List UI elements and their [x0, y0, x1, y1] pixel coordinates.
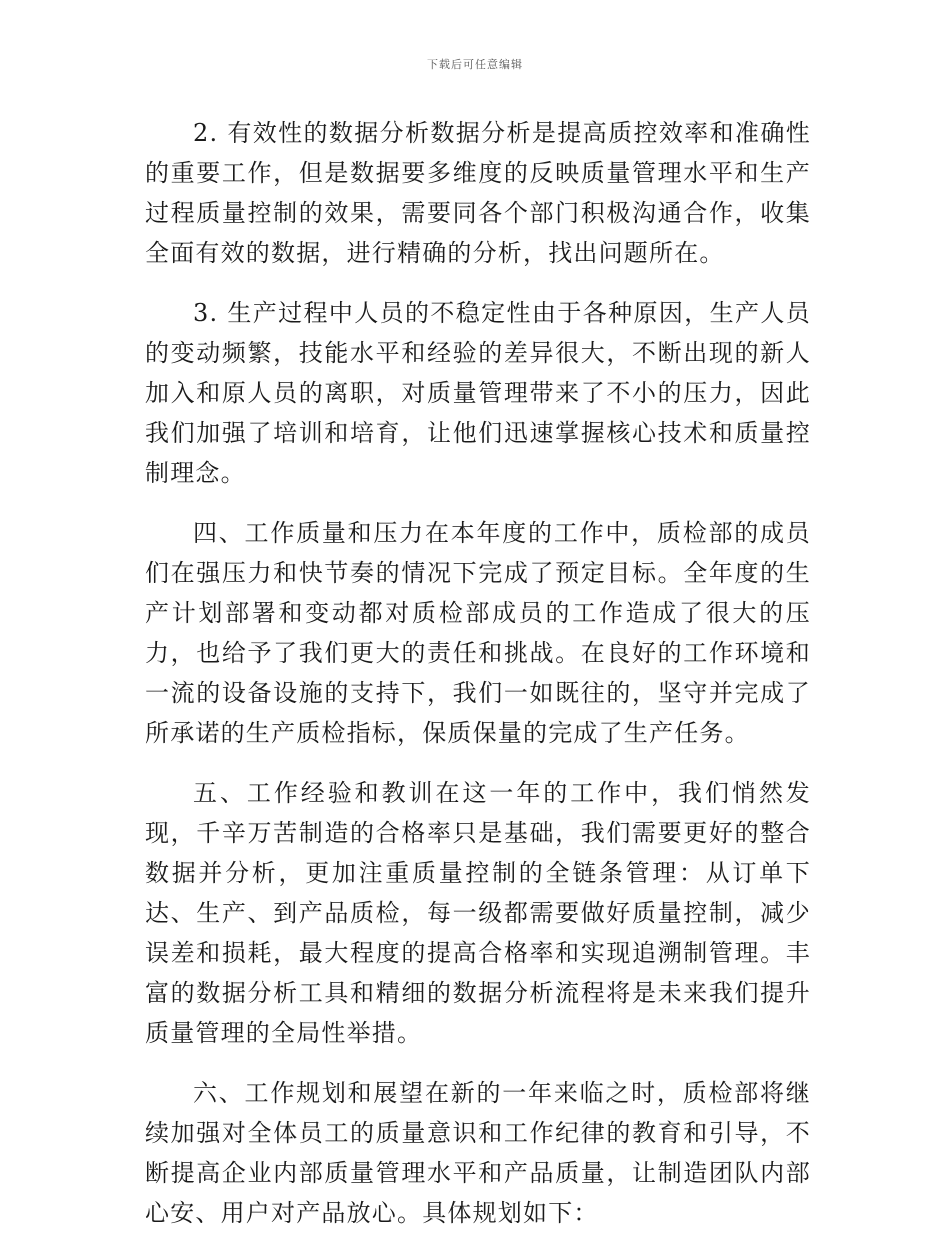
paragraph-work-quality-pressure: 四、工作质量和压力在本年度的工作中，质检部的成员们在强压力和快节奏的情况下完成了预定目标。全年度的生产计划部署和变动都对质检部成员的工作造成了很大的压力，也给予了我们更大的责任和挑战。在良好的工作环境和一流的设备设施的支持下，我们一如既往的，坚守并完成了所承诺的生产质检指标，保质保量的完成了生产任务。 — [145, 519, 811, 747]
paragraph-staff-instability: 3. 生产过程中人员的不稳定性由于各种原因，生产人员的变动频繁，技能水平和经验的差异很大，不断出现的新人加入和原人员的离职，对质量管理带来了不小的压力，因此我们加强了培训和培育，让他们迅速掌握核心技术和质量控制理念。 — [145, 299, 811, 487]
paragraph-planning-outlook: 六、工作规划和展望在新的一年来临之时，质检部将继续加强对全体员工的质量意识和工作纪律的教育和引导，不断提高企业内部质量管理水平和产品质量，让制造团队内部心安、用户对产品放心。具体规划如下： — [145, 1079, 811, 1227]
document-body — [145, 113, 811, 1253]
paragraph-data-analysis: 2. 有效性的数据分析数据分析是提高质控效率和准确性的重要工作，但是数据要多维度的反映质量管理水平和生产过程质量控制的效果，需要同各个部门积极沟通合作，收集全面有效的数据，进行精确的分析，找出问题所在。 — [145, 119, 811, 267]
page-header: 下载后可任意编辑 — [427, 58, 523, 71]
paragraph-experience-lessons: 五、工作经验和教训在这一年的工作中，我们悄然发现，千辛万苦制造的合格率只是基础，我们需要更好的整合数据并分析，更加注重质量控制的全链条管理：从订单下达、生产、到产品质检，每一级都需要做好质量控制，减少误差和损耗，最大程度的提高合格率和实现追溯制管理。丰富的数据分析工具和精细的数据分析流程将是未来我们提升质量管理的全局性举措。 — [145, 779, 811, 1047]
